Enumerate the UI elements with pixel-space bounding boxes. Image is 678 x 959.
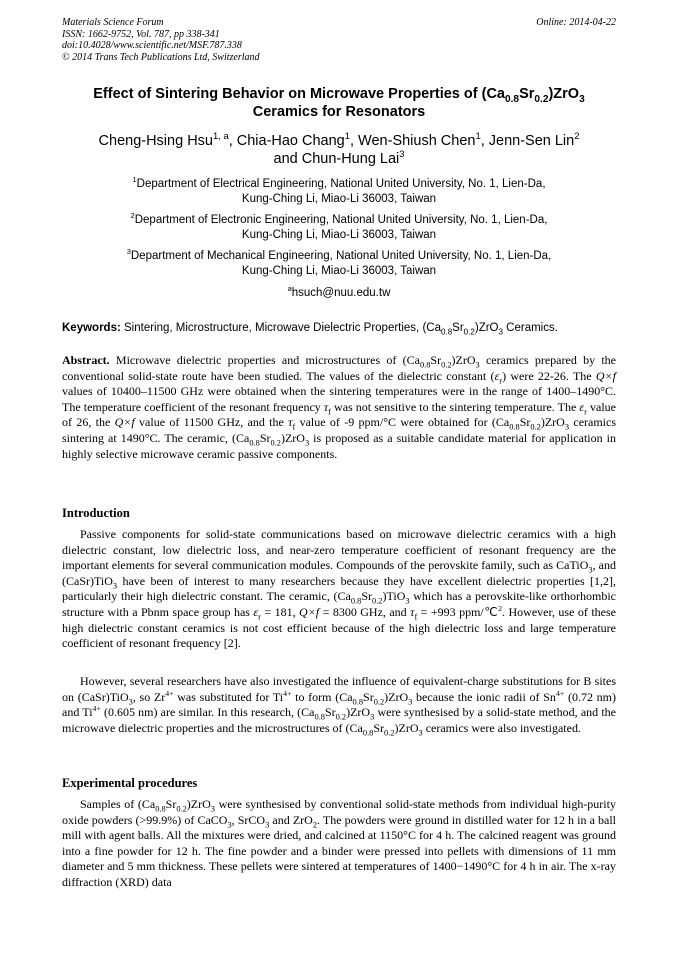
para-text: Sr xyxy=(361,589,372,604)
abstract-text: Sr xyxy=(259,430,271,445)
sub: 3 xyxy=(564,422,570,432)
kw-sub: 0.2 xyxy=(463,327,475,337)
para-text: )ZrO xyxy=(186,797,211,811)
affiliation-1 xyxy=(62,177,616,207)
para-text: were synthesised by conventional solid-state methods from individual high-purity oxide powders (>99.9%) of CaCO xyxy=(62,797,616,827)
affiliation-line: Department of Electronic Engineering, National United University, No. 1, Lien-Da, xyxy=(134,214,548,226)
email-address[interactable]: hsuch@nuu.edu.tw xyxy=(291,287,391,299)
title-line-2: Ceramics for Resonators xyxy=(252,104,426,120)
affiliation-3 xyxy=(62,249,616,279)
para-text: . The powders were ground in distilled water for 12 h in a ball mill with agent balls. All the mixtures were dried, and calcined at 1150°C for 4 h. The calcined reagent was ground into a fine powder for 12 h. The fine powder and a binder were pressed into pellets with dimensions of 11 mm diameter and 5 mm thickness. These pellets were sintered at temperatures of 1400−1490°C for 4 h in air. The x-ray diffraction (XRD) data xyxy=(62,812,617,889)
sup: 4+ xyxy=(283,688,292,698)
para-text: were synthesised by a solid-state method, and the microwave dielectric properties and the microstructures of (Ca xyxy=(62,705,616,735)
para-text: However, several researchers have also investigated the influence of equivalent-charge substitutions for B sites on (CaSr)TiO xyxy=(62,674,616,704)
abstract-text: ceramics sintering at 1490°C. The ceramic, (Ca xyxy=(62,415,617,445)
para-text: (0.605 nm) are similar. In this research, (Ca xyxy=(100,705,315,720)
para-text: = +993 ppm/℃ xyxy=(417,604,499,619)
abstract-text: value of 26, the xyxy=(62,399,616,430)
section-heading-introduction: Introduction xyxy=(62,506,130,520)
sub: 0.2 xyxy=(441,360,452,370)
affiliation-line: Kung-Ching Li, Miao-Li 36003, Taiwan xyxy=(241,229,437,241)
para-text: )ZrO xyxy=(394,720,419,735)
journal-doi: doi:10.4028/www.scientific.net/MSF.787.338 xyxy=(62,40,242,51)
abstract-text: )ZrO xyxy=(451,353,476,367)
title-text: Sr xyxy=(519,86,535,102)
affiliation-line: Department of Electrical Engineering, National United University, No. 1, Lien-Da, xyxy=(136,178,546,190)
affiliation-line: Kung-Ching Li, Miao-Li 36003, Taiwan xyxy=(241,193,437,205)
sub: 3 xyxy=(265,819,270,829)
author-sup: 2 xyxy=(574,130,580,142)
para-text: )ZrO xyxy=(384,689,409,704)
sub: 3 xyxy=(227,819,232,829)
abstract-text: Sr xyxy=(519,415,531,430)
title-sub: 0.8 xyxy=(504,93,520,105)
email-sup: a xyxy=(287,284,292,294)
abstract-text: was not sensitive to the sintering temperature. The xyxy=(330,399,580,414)
sub: 0.2 xyxy=(335,712,347,722)
sub: 0.2 xyxy=(373,696,385,706)
sub: 0.8 xyxy=(509,422,520,432)
para-text: = 181, xyxy=(260,604,300,619)
sub: 3 xyxy=(408,696,413,706)
para-text: Sr xyxy=(165,797,177,811)
para-text: Samples of (Ca xyxy=(80,797,156,811)
keywords xyxy=(62,321,616,335)
author: , Chia-Hao Chang xyxy=(228,133,345,149)
affiliation-line: Kung-Ching Li, Miao-Li 36003, Taiwan xyxy=(241,265,437,277)
abstract-text: is proposed as a suitable candidate material for application in highly selective microwave ceramic passive components. xyxy=(62,430,616,461)
para-text: Sr xyxy=(373,720,385,735)
sub: 0.8 xyxy=(314,712,325,722)
sub: 3 xyxy=(304,438,310,448)
sub: 0.8 xyxy=(249,438,260,448)
abstract-text: ) were 22-26. The xyxy=(502,368,596,383)
abstract-text: values of 10400–11500 GHz were obtained when the sintering temperatures were in the range of 1400–1490°C. The temperature coefficient of the resonant frequency xyxy=(62,384,616,414)
sub: 0.2 xyxy=(176,804,187,814)
sup: 2 xyxy=(498,603,503,613)
para-text: )ZrO xyxy=(346,705,371,720)
author-sup: 1, a xyxy=(212,130,229,142)
sub: 3 xyxy=(370,712,375,722)
sub: 3 xyxy=(588,565,593,575)
title-sub: 0.2 xyxy=(534,93,549,105)
para-text: and ZrO xyxy=(269,812,313,827)
para-text: Passive components for solid-state communications based on microwave dielectric ceramics with a high dielectric constant, low dielectric loss, and near-zero temperature coefficient of resonant frequency are the important elements for several communication modules. Compounds of the perovskite family, such as CaTiO xyxy=(62,527,616,573)
sub: 3 xyxy=(210,804,215,814)
sub: 0.2 xyxy=(530,422,541,432)
para-text: was substituted for Ti xyxy=(173,689,284,704)
kw-text: Ceramics. xyxy=(502,322,558,334)
para-text: Sr xyxy=(363,689,374,704)
keywords-text: Sintering, Microstructure, Microwave Dielectric Properties, (Ca xyxy=(124,322,441,334)
sub: 3 xyxy=(405,596,410,606)
symbol: Q×f xyxy=(299,604,320,619)
author: Cheng-Hsing Hsu xyxy=(98,133,213,149)
sub: f xyxy=(328,407,331,417)
intro-paragraph-2 xyxy=(62,674,616,736)
sub: r xyxy=(499,375,503,385)
journal-name: Materials Science Forum xyxy=(62,17,164,28)
affiliation-line: Department of Mechanical Engineering, National United University, No. 1, Lien-Da, xyxy=(130,250,552,262)
sub: 2 xyxy=(312,819,318,829)
para-text: , and (CaSr)TiO xyxy=(62,558,616,588)
kw-sub: 3 xyxy=(498,327,503,337)
para-text: (0.72 nm) and Ti xyxy=(62,689,616,720)
para-text: , SrCO xyxy=(231,812,266,827)
author: and Chun-Hung Lai xyxy=(273,151,400,167)
experimental-paragraph-1 xyxy=(62,797,616,891)
sub: 3 xyxy=(418,728,423,738)
title-text: Effect of Sintering Behavior on Microwave Properties of (Ca xyxy=(93,86,505,102)
journal-header xyxy=(62,17,260,63)
sub: r xyxy=(258,612,261,622)
sub: f xyxy=(292,422,296,432)
affiliation-2 xyxy=(62,213,616,243)
kw-text: Sr xyxy=(452,322,464,334)
sub: f xyxy=(414,612,418,622)
abstract-text: Sr xyxy=(430,353,442,367)
symbol: τ xyxy=(288,415,293,430)
author-list xyxy=(62,132,616,168)
sub: 3 xyxy=(112,581,118,591)
keywords-label: Keywords: xyxy=(62,322,121,334)
para-text: have been of interest to many researchers because they have excellent dielectric properties [1,2], particularly their high dielectric constant. The ceramic, (Ca xyxy=(62,573,616,604)
para-text: . However, use of these high dielectric constant ceramics is not cost efficient because of the high dielectric loss and large temperature coefficient of resonant frequency [2]. xyxy=(62,604,616,651)
author: , Wen-Shiush Chen xyxy=(350,133,476,149)
paper-title xyxy=(62,85,616,121)
para-text: )TiO xyxy=(382,589,406,604)
abstract-text: value of 11500 GHz, and the xyxy=(134,415,289,430)
title-sub: 3 xyxy=(579,93,585,105)
symbol: τ xyxy=(323,399,329,414)
section-heading-experimental: Experimental procedures xyxy=(62,776,198,790)
kw-text: )ZrO xyxy=(474,322,499,334)
symbol: ε xyxy=(579,399,585,414)
journal-issn: ISSN: 1662-9752, Vol. 787, pp 338-341 xyxy=(62,28,220,40)
journal-copyright: © 2014 Trans Tech Publications Ltd, Switzerland xyxy=(62,51,260,63)
para-text: , so Zr xyxy=(132,689,166,704)
para-text: ceramics were also investigated. xyxy=(422,720,581,735)
sub: 0.2 xyxy=(384,728,395,738)
title-text: )ZrO xyxy=(548,86,580,102)
symbol: ε xyxy=(253,604,259,619)
sub: 0.2 xyxy=(270,438,281,448)
sup: 4+ xyxy=(92,704,101,714)
abstract xyxy=(62,353,616,462)
affiliation-sup: 3 xyxy=(126,247,131,257)
sub: 0.8 xyxy=(352,696,364,706)
intro-paragraph-1 xyxy=(62,527,616,652)
sub: 0.2 xyxy=(372,596,383,606)
sub: 3 xyxy=(475,360,480,370)
author-sup: 3 xyxy=(399,148,405,160)
sub: 0.8 xyxy=(155,804,166,814)
symbol: τ xyxy=(410,604,415,619)
abstract-label: Abstract. xyxy=(62,353,110,367)
online-date: Online: 2014-04-22 xyxy=(536,17,616,28)
sub: 0.8 xyxy=(362,728,374,738)
sub: 0.8 xyxy=(350,596,362,606)
author-sup: 1 xyxy=(344,130,350,142)
symbol: Q×f xyxy=(114,415,135,430)
symbol: ε xyxy=(494,368,500,383)
kw-sub: 0.8 xyxy=(440,327,453,337)
affiliation-sup: 2 xyxy=(130,211,135,221)
abstract-text: ceramics prepared by the conventional solid-state route have been studied. The values of the dielectric constant ( xyxy=(62,353,616,383)
sub: 3 xyxy=(128,696,133,706)
author: , Jenn-Sen Lin xyxy=(480,133,575,149)
para-text: to form (Ca xyxy=(291,689,353,704)
affiliation-sup: 1 xyxy=(132,175,137,185)
email xyxy=(62,286,616,301)
author-sup: 1 xyxy=(475,130,481,142)
para-text: because the ionic radii of Sn xyxy=(412,689,556,704)
para-text: Sr xyxy=(324,705,336,720)
abstract-text: value of -9 ppm/°C were obtained for (Ca xyxy=(295,415,510,430)
abstract-text: Microwave dielectric properties and microstructures of (Ca xyxy=(109,353,420,367)
abstract-text: )ZrO xyxy=(280,430,305,445)
para-text: which has a perovskite-like orthorhombic structure with a Pbnm space group has xyxy=(62,589,616,619)
para-text: = 8300 GHz, and xyxy=(319,604,411,619)
sup: 4+ xyxy=(165,688,174,698)
sub: 0.8 xyxy=(419,360,431,370)
symbol: Q×f xyxy=(595,368,616,383)
sub: r xyxy=(584,407,587,417)
abstract-text: )ZrO xyxy=(540,415,565,430)
sup: 4+ xyxy=(555,688,565,698)
